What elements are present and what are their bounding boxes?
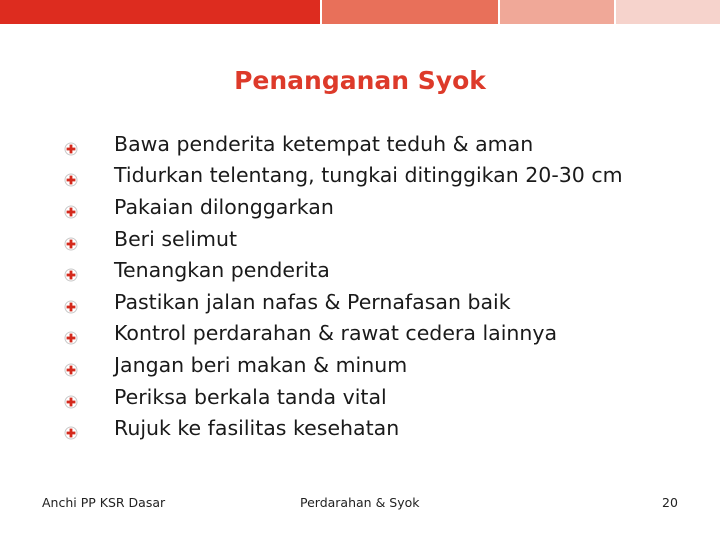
bullet-text: Bawa penderita ketempat teduh & aman (114, 131, 534, 156)
red-cross-bullet-icon (64, 390, 78, 404)
bullet-item (64, 286, 623, 318)
red-cross-bullet-icon (64, 200, 78, 214)
footer-topic: Perdarahan & Syok (300, 495, 420, 510)
bullet-text: Tidurkan telentang, tungkai ditinggikan 20-30 cm (114, 163, 623, 188)
bullet-text: Tenangkan penderita (114, 258, 330, 283)
accent-bar-segment (616, 0, 720, 24)
red-cross-bullet-icon (64, 232, 78, 246)
accent-bar-segment (0, 0, 320, 24)
bullet-item (64, 191, 623, 223)
red-cross-bullet-icon (64, 137, 78, 151)
red-cross-bullet-icon (64, 295, 78, 309)
bullet-list (64, 128, 623, 444)
bullet-item (64, 254, 623, 286)
bullet-item (64, 223, 623, 255)
bullet-text: Beri selimut (114, 226, 237, 251)
bullet-text: Periksa berkala tanda vital (114, 384, 387, 409)
accent-bar-segment (322, 0, 498, 24)
red-cross-bullet-icon (64, 263, 78, 277)
bullet-item (64, 412, 623, 444)
bullet-text: Pakaian dilonggarkan (114, 194, 334, 219)
slide-title: Penanganan Syok (234, 66, 486, 95)
bullet-text: Pastikan jalan nafas & Pernafasan baik (114, 289, 511, 314)
page-number: 20 (662, 495, 678, 510)
red-cross-bullet-icon (64, 168, 78, 182)
bullet-text: Rujuk ke fasilitas kesehatan (114, 416, 400, 441)
accent-bar-segment (500, 0, 614, 24)
footer-author: Anchi PP KSR Dasar (42, 495, 166, 510)
bullet-item (64, 318, 623, 350)
bullet-text: Jangan beri makan & minum (114, 352, 408, 377)
bullet-item (64, 128, 623, 160)
bullet-item (64, 160, 623, 192)
red-cross-bullet-icon (64, 326, 78, 340)
bullet-item (64, 381, 623, 413)
bullet-text: Kontrol perdarahan & rawat cedera lainnya (114, 321, 558, 346)
red-cross-bullet-icon (64, 358, 78, 372)
bullet-item (64, 349, 623, 381)
top-accent-bar (0, 0, 720, 24)
red-cross-bullet-icon (64, 421, 78, 435)
